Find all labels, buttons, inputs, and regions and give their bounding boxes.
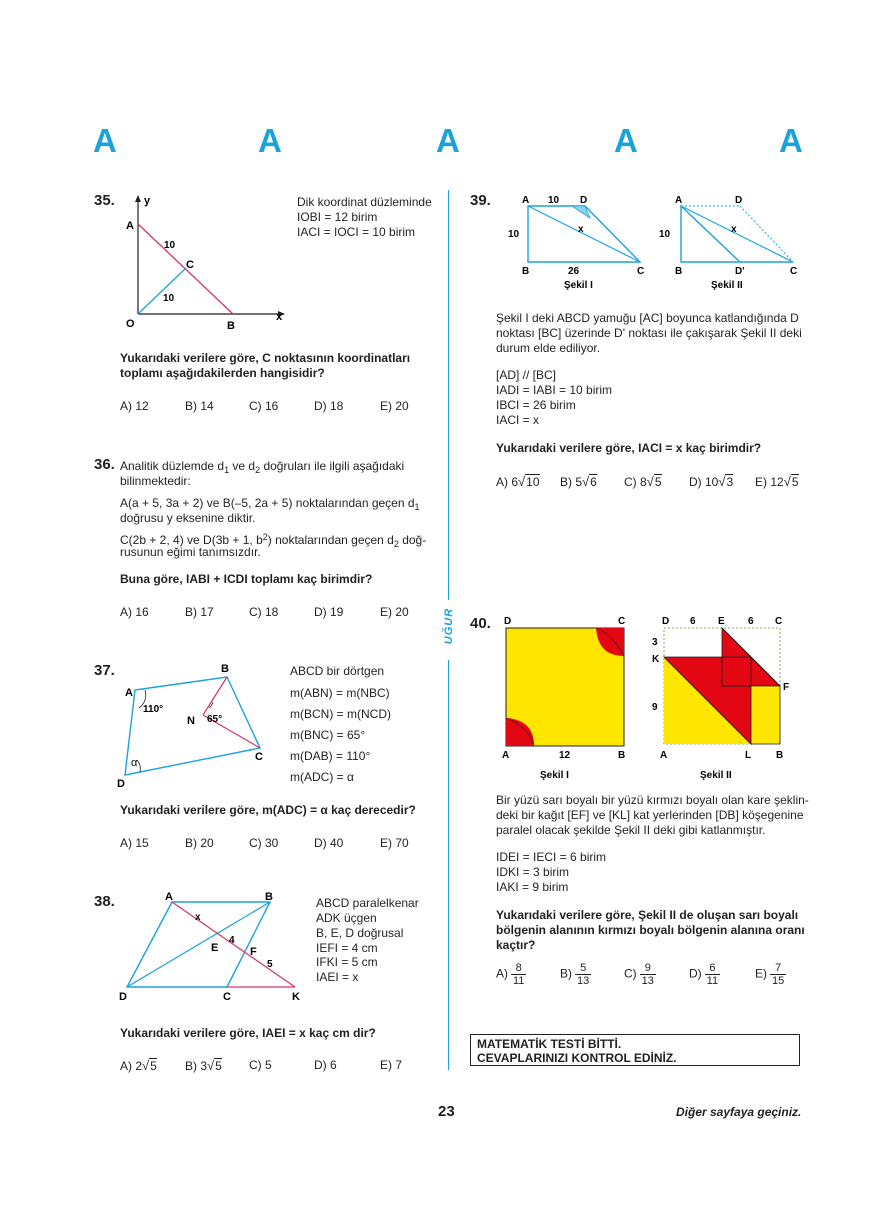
question-text: Yukarıdaki verilere göre, IACI = x kaç birimdir? bbox=[496, 441, 762, 455]
given-line: ADK üçgen bbox=[316, 911, 377, 925]
label-b: B bbox=[618, 750, 626, 761]
figure-caption: Şekil I bbox=[540, 770, 569, 781]
given-line: m(ADC) = α bbox=[290, 770, 354, 784]
given-line: B, E, D doğrusal bbox=[316, 926, 404, 940]
given-line: IADI = IABI = 10 birim bbox=[496, 383, 613, 397]
question-text: Yukarıdaki verilere göre, m(ADC) = α kaç derecedir? bbox=[120, 803, 416, 817]
label-bc: 26 bbox=[568, 266, 580, 277]
label-y: y bbox=[144, 195, 151, 207]
label-a: A bbox=[126, 220, 134, 232]
label-d: D bbox=[662, 616, 670, 627]
condition-text: rusunun eğimi tanımsızdır. bbox=[120, 545, 261, 559]
label-c: C bbox=[637, 266, 645, 277]
label-d: D bbox=[117, 778, 125, 790]
label-a: A bbox=[165, 891, 173, 903]
page-number: 23 bbox=[438, 1103, 455, 1120]
question-text: toplamı aşağıdakilerden hangisidir? bbox=[120, 366, 325, 380]
label-f: F bbox=[783, 682, 790, 693]
label-b: B bbox=[227, 320, 235, 332]
label-a: A bbox=[675, 195, 683, 206]
label-n: N bbox=[187, 715, 195, 727]
condition-text: A(a + 5, 3a + 2) ve B(–5, 2a + 5) noktalarından geçen $d_1$ bbox=[120, 496, 420, 512]
label-oc: 10 bbox=[163, 293, 175, 304]
answer-option[interactable]: B) 20 bbox=[185, 836, 214, 850]
sidebar-label: UĞUR bbox=[443, 607, 455, 645]
question-number: 38. bbox=[94, 893, 115, 910]
label-fk: 5 bbox=[267, 959, 273, 970]
answer-option[interactable]: E) 7 bbox=[380, 1058, 403, 1072]
given-line: IBCI = 26 birim bbox=[496, 398, 576, 412]
given-line: Dik koordinat düzleminde bbox=[297, 195, 432, 209]
answer-option[interactable]: B) $\frac{5}{13}$ bbox=[560, 962, 590, 987]
label-x: x bbox=[578, 224, 584, 235]
answer-option[interactable]: C) 8√5 bbox=[624, 474, 662, 489]
label-de: 6 bbox=[690, 616, 696, 627]
answer-option[interactable]: B) 5√6 bbox=[560, 474, 597, 489]
next-page-note: Diğer sayfaya geçiniz. bbox=[676, 1105, 802, 1119]
answer-option[interactable]: A) 6√10 bbox=[496, 474, 540, 489]
question-text: Yukarıdaki verilere göre, IAEI = x kaç cm dir? bbox=[120, 1026, 376, 1040]
given-line: ABCD bir dörtgen bbox=[290, 664, 385, 678]
answer-option[interactable]: B) 3√5 bbox=[185, 1058, 222, 1073]
given-line: IAKI = 9 birim bbox=[496, 880, 569, 894]
header-letter-a: A bbox=[93, 122, 117, 159]
label-ad: 10 bbox=[548, 195, 560, 206]
label-b: B bbox=[776, 750, 784, 761]
label-c: C bbox=[618, 616, 626, 627]
condition-text: C(2b + 2, 4) ve D(3b + 1, $b^2$) noktalarından geçen $d_2$ doğ- bbox=[120, 532, 427, 549]
given-line: [AD] // [BC] bbox=[496, 368, 557, 382]
question-number: 35. bbox=[94, 192, 115, 209]
given-line: IDEI = IECI = 6 birim bbox=[496, 850, 607, 864]
answer-option[interactable]: D) 18 bbox=[314, 399, 344, 413]
label-k: K bbox=[652, 654, 660, 665]
question-text: Yukarıdaki verilere göre, Şekil II de oluşan sarı boyalı bbox=[496, 908, 799, 922]
label-a: A bbox=[125, 687, 133, 699]
q39-figure-2 bbox=[655, 190, 805, 290]
problem-text: deki bir kağıt [EF] ve [KL] kat yerlerinden [DB] köşegenine bbox=[496, 808, 804, 822]
label-dk: 3 bbox=[652, 637, 658, 648]
header-letter-a: A bbox=[614, 122, 638, 159]
label-c: C bbox=[790, 266, 798, 277]
q38-figure bbox=[115, 888, 315, 1006]
question-text: bölgenin alanının kırmızı boyalı bölgenin alanına oranı bbox=[496, 923, 805, 937]
q39-figure-1 bbox=[500, 190, 650, 290]
question-number: 39. bbox=[470, 192, 491, 209]
label-o: O bbox=[126, 318, 135, 330]
problem-text: durum elde ediliyor. bbox=[496, 341, 601, 355]
column-divider bbox=[448, 660, 449, 1070]
answer-option[interactable]: C) 5 bbox=[249, 1058, 272, 1072]
answer-option[interactable]: D) 19 bbox=[314, 605, 344, 619]
answer-option[interactable]: E) 12√5 bbox=[755, 474, 799, 489]
label-a: A bbox=[522, 195, 530, 206]
header-letter-a: A bbox=[258, 122, 282, 159]
problem-text: Şekil I deki ABCD yamuğu [AC] boyunca katlandığında D bbox=[496, 311, 799, 325]
condition-text: doğrusu y eksenine diktir. bbox=[120, 511, 256, 525]
q35-figure bbox=[118, 192, 288, 332]
label-l: L bbox=[745, 750, 752, 761]
q40-figure-2 bbox=[650, 612, 800, 782]
label-dprime: D' bbox=[735, 266, 745, 277]
answer-option[interactable]: E) 20 bbox=[380, 605, 409, 619]
question-text: Buna göre, IABI + ICDI toplamı kaç birimdir? bbox=[120, 572, 373, 586]
intro-text: Analitik düzlemde $d_1$ ve $d_2$ doğruları ile ilgili aşağıdaki bbox=[120, 459, 405, 475]
answer-option[interactable]: C) 30 bbox=[249, 836, 279, 850]
label-b: B bbox=[265, 891, 273, 903]
label-c: C bbox=[186, 259, 194, 271]
label-d: D bbox=[580, 195, 588, 206]
given-line: IACI = IOCI = 10 birim bbox=[297, 225, 416, 239]
label-ec: 6 bbox=[748, 616, 754, 627]
given-line: IAEI = x bbox=[316, 970, 359, 984]
q37-figure bbox=[115, 660, 275, 790]
end-line: CEVAPLARINIZI KONTROL EDİNİZ. bbox=[477, 1051, 677, 1065]
figure-caption: Şekil II bbox=[700, 770, 732, 781]
given-line: m(BCN) = m(NCD) bbox=[290, 707, 391, 721]
intro-text: bilinmektedir: bbox=[120, 474, 191, 488]
label-c: C bbox=[255, 751, 263, 763]
q40-figure-1 bbox=[498, 612, 638, 782]
label-x: x bbox=[276, 311, 283, 323]
answer-option[interactable]: A) 15 bbox=[120, 836, 149, 850]
label-x: x bbox=[731, 224, 737, 235]
problem-text: Bir yüzü sarı boyalı bir yüzü kırmızı boyalı olan kare şeklin- bbox=[496, 793, 809, 807]
answer-option[interactable]: D) 10√3 bbox=[689, 474, 734, 489]
label-ac: 10 bbox=[164, 240, 176, 251]
label-x: x bbox=[195, 912, 201, 923]
given-line: IACI = x bbox=[496, 413, 540, 427]
label-b: B bbox=[221, 663, 229, 675]
problem-text: noktası [BC] üzerinde D' noktası ile çakışarak Şekil II deki bbox=[496, 326, 802, 340]
given-line: IDKI = 3 birim bbox=[496, 865, 570, 879]
answer-option[interactable]: A) 16 bbox=[120, 605, 149, 619]
label-b: B bbox=[675, 266, 683, 277]
given-line: IOBI = 12 birim bbox=[297, 210, 378, 224]
question-number: 37. bbox=[94, 662, 115, 679]
label-ab: 10 bbox=[659, 229, 671, 240]
end-line: MATEMATİK TESTİ BİTTİ. bbox=[477, 1037, 622, 1051]
answer-option[interactable]: B) 14 bbox=[185, 399, 214, 413]
answer-option[interactable]: A) 2√5 bbox=[120, 1058, 157, 1073]
label-c: C bbox=[775, 616, 783, 627]
label-b: B bbox=[522, 266, 530, 277]
label-e: E bbox=[211, 942, 219, 954]
given-line: IEFI = 4 cm bbox=[316, 941, 378, 955]
question-text: kaçtır? bbox=[496, 938, 536, 952]
label-c: C bbox=[223, 991, 231, 1003]
answer-option[interactable]: C) $\frac{9}{13}$ bbox=[624, 962, 654, 987]
given-line: m(ABN) = m(NBC) bbox=[290, 686, 390, 700]
answer-option[interactable]: D) 6 bbox=[314, 1058, 337, 1072]
angle-a: 110° bbox=[143, 704, 164, 715]
given-line: m(DAB) = 110° bbox=[290, 749, 371, 763]
question-text: Yukarıdaki verilere göre, C noktasının koordinatları bbox=[120, 351, 411, 365]
angle-alpha: α bbox=[131, 757, 138, 769]
header-letter-a: A bbox=[779, 122, 803, 159]
answer-option[interactable]: D) $\frac{6}{11}$ bbox=[689, 962, 719, 987]
angle-n: 65° bbox=[207, 714, 223, 725]
label-ka: 9 bbox=[652, 702, 658, 713]
figure-caption: Şekil I bbox=[564, 280, 593, 290]
label-ab: 10 bbox=[508, 229, 520, 240]
answer-option[interactable]: E) 70 bbox=[380, 836, 409, 850]
question-number: 40. bbox=[470, 615, 491, 632]
answer-option[interactable]: C) 16 bbox=[249, 399, 279, 413]
label-ab: 12 bbox=[559, 750, 571, 761]
end-of-test-box bbox=[470, 1034, 800, 1066]
column-divider bbox=[448, 190, 449, 600]
answer-option[interactable]: D) 40 bbox=[314, 836, 344, 850]
answer-option[interactable]: E) 20 bbox=[380, 399, 409, 413]
problem-text: paralel olacak şekilde Şekil II deki gibi katlanmıştır. bbox=[496, 823, 766, 837]
label-d: D bbox=[119, 991, 127, 1003]
given-line: IFKI = 5 cm bbox=[316, 955, 378, 969]
label-a: A bbox=[502, 750, 510, 761]
label-k: K bbox=[292, 991, 300, 1003]
label-ef: 4 bbox=[229, 935, 235, 946]
label-e: E bbox=[718, 616, 725, 627]
label-d: D bbox=[735, 195, 743, 206]
answer-option[interactable]: E) $\frac{7}{15}$ bbox=[755, 962, 785, 987]
given-line: ABCD paralelkenar bbox=[316, 896, 419, 910]
label-d: D bbox=[504, 616, 512, 627]
answer-option[interactable]: B) 17 bbox=[185, 605, 214, 619]
given-line: m(BNC) = 65° bbox=[290, 728, 366, 742]
answer-option[interactable]: A) 12 bbox=[120, 399, 149, 413]
question-number: 36. bbox=[94, 456, 115, 473]
answer-option[interactable]: C) 18 bbox=[249, 605, 279, 619]
answer-option[interactable]: A) $\frac{8}{11}$ bbox=[496, 962, 525, 987]
label-a: A bbox=[660, 750, 668, 761]
label-f: F bbox=[250, 946, 257, 958]
figure-caption: Şekil II bbox=[711, 280, 743, 290]
header-letter-a: A bbox=[436, 122, 460, 159]
